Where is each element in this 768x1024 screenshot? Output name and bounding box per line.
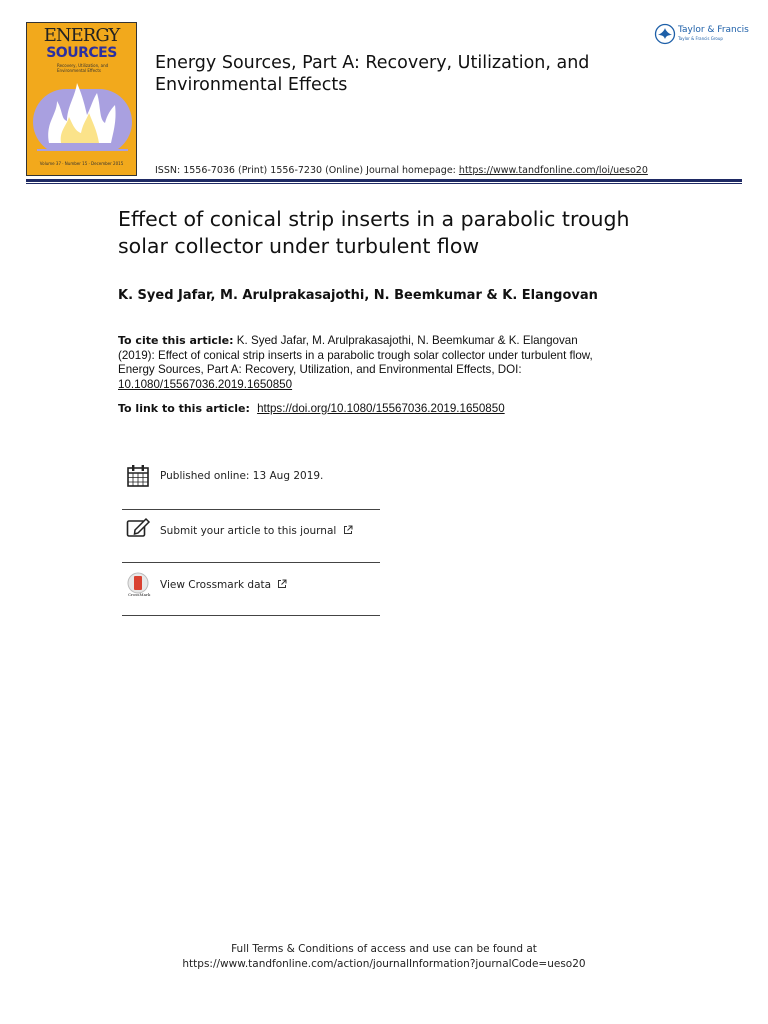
- cite-doi-link[interactable]: 10.1080/15567036.2019.1650850: [118, 377, 293, 391]
- info-divider-3: [122, 615, 380, 616]
- article-authors: K. Syed Jafar, M. Arulprakasajothi, N. Beemkumar & K. Elangovan: [118, 288, 598, 303]
- header-divider-thin: [26, 183, 742, 184]
- published-date: Published online: 13 Aug 2019.: [160, 470, 324, 482]
- published-row: [122, 462, 380, 514]
- publisher-name: Taylor & Francis: [678, 25, 749, 35]
- cover-volume: Volume 37 · Number 15 · December 2015: [39, 161, 124, 166]
- cover-title-line2: SOURCES: [46, 45, 117, 61]
- article-doi-link[interactable]: https://doi.org/10.1080/15567036.2019.1650850: [257, 402, 505, 415]
- page-footer: [0, 942, 768, 972]
- journal-title: Energy Sources, Part A: Recovery, Utilization, and Environmental Effects: [155, 53, 590, 95]
- journal-homepage-link[interactable]: https://www.tandfonline.com/loi/ueso20: [458, 165, 648, 176]
- crossmark-row[interactable]: [122, 566, 380, 618]
- submit-row[interactable]: [122, 514, 380, 566]
- article-title: Effect of conical strip inserts in a parabolic trough solar collector under turbulent flow: [118, 207, 630, 258]
- issn-text: ISSN: 1556-7036 (Print) 1556-7230 (Online) Journal homepage:: [155, 165, 456, 176]
- footer-terms-link[interactable]: https://www.tandfonline.com/action/journalInformation?journalCode=ueso20: [182, 958, 586, 970]
- info-divider-2: [122, 562, 380, 563]
- publisher-group: Taylor & Francis Group: [678, 36, 723, 41]
- external-link-icon: [343, 525, 353, 535]
- cover-subtitle: Recovery, Utilization, and Environmental Effects: [57, 63, 109, 73]
- cite-text: K. Syed Jafar, M. Arulprakasajothi, N. Beemkumar & K. Elangovan (2019): Effect of conical strip inserts in a parabolic trough solar collector under turbulent flow, Energy Sources, Part A: Recovery, Utilization, and Environmental Effects, DOI:: [118, 334, 593, 377]
- link-label: To link to this article:: [118, 402, 250, 415]
- issn-line: [155, 165, 648, 176]
- article-link-line: [118, 402, 505, 415]
- journal-cover-image: [26, 22, 137, 176]
- external-link-icon: [277, 579, 287, 589]
- cover-title-line1: ENERGY: [43, 25, 120, 46]
- footer-terms-text: Full Terms & Conditions of access and use can be found at: [231, 943, 537, 955]
- edit-icon: [126, 516, 152, 538]
- calendar-icon: [126, 464, 150, 488]
- crossmark-logo-text: CrossMark: [128, 592, 151, 597]
- citation-block: [118, 334, 598, 392]
- cite-label: To cite this article:: [118, 334, 234, 347]
- taylor-francis-icon: [654, 23, 676, 45]
- crossmark-icon: [126, 572, 152, 602]
- info-divider-1: [122, 509, 380, 510]
- crossmark-link[interactable]: [160, 579, 287, 591]
- submit-article-link[interactable]: [160, 525, 353, 537]
- header-divider: [26, 179, 742, 182]
- submit-article-label: Submit your article to this journal: [160, 525, 337, 537]
- crossmark-label: View Crossmark data: [160, 579, 272, 591]
- publisher-logo: [654, 22, 749, 48]
